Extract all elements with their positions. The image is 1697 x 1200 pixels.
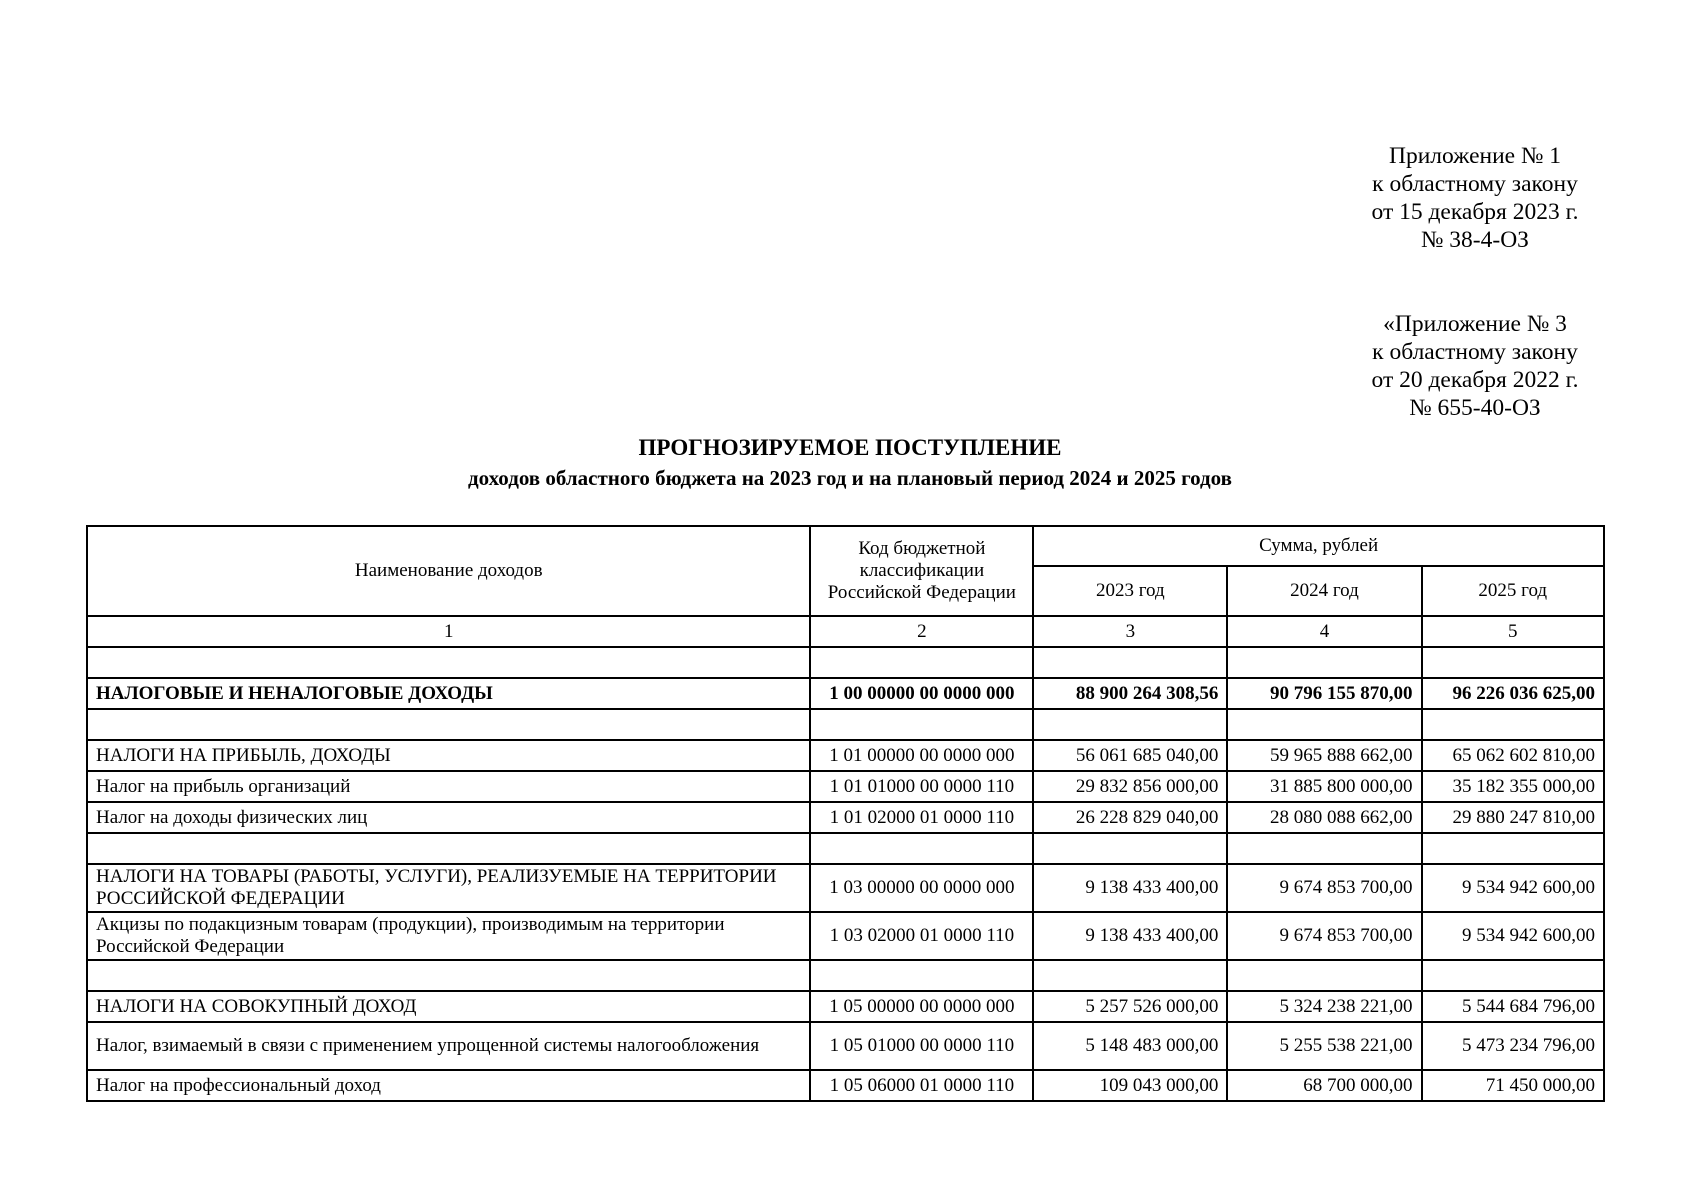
- income-name: Акцизы по подакцизным товарам (продукции), производимым на территории Российской Федерации: [87, 912, 810, 960]
- header-year-2025: 2025 год: [1422, 566, 1605, 616]
- appendix-3-line: от 20 декабря 2022 г.: [1371, 367, 1579, 393]
- amount-2025: 65 062 602 810,00: [1422, 740, 1605, 771]
- appendix-1-line: к областному закону: [1372, 171, 1578, 197]
- appendix-1-line: от 15 декабря 2023 г.: [1371, 199, 1579, 225]
- amount-2023: 9 138 433 400,00: [1033, 864, 1227, 912]
- budget-code: 1 00 00000 00 0000 000: [810, 678, 1033, 709]
- amount-2024: 5 324 238 221,00: [1227, 991, 1421, 1022]
- income-name: НАЛОГИ НА ТОВАРЫ (РАБОТЫ, УСЛУГИ), РЕАЛИЗУЕМЫЕ НА ТЕРРИТОРИИ РОССИЙСКОЙ ФЕДЕРАЦИИ: [87, 864, 810, 912]
- document-subtitle: доходов областного бюджета на 2023 год и на плановый период 2024 и 2025 годов: [468, 466, 1232, 490]
- amount-2023: 109 043 000,00: [1033, 1070, 1227, 1101]
- amount-2024: 59 965 888 662,00: [1227, 740, 1421, 771]
- header-sum: Сумма, рублей: [1033, 526, 1604, 566]
- amount-2025: 5 544 684 796,00: [1422, 991, 1605, 1022]
- header-year-2023: 2023 год: [1033, 566, 1227, 616]
- amount-2024: 28 080 088 662,00: [1227, 802, 1421, 833]
- table-row: [87, 864, 1604, 912]
- spacer-row: [87, 647, 1604, 678]
- column-number: 1: [87, 616, 810, 647]
- income-name: НАЛОГИ НА ПРИБЫЛЬ, ДОХОДЫ: [87, 740, 810, 771]
- table-row: [87, 771, 1604, 802]
- income-name: Налог на доходы физических лиц: [87, 802, 810, 833]
- budget-code: 1 05 00000 00 0000 000: [810, 991, 1033, 1022]
- appendix-3-reference: [1330, 310, 1620, 422]
- appendix-1-line: № 38-4-ОЗ: [1421, 227, 1529, 253]
- amount-2024: 68 700 000,00: [1227, 1070, 1421, 1101]
- table-row: [87, 1070, 1604, 1101]
- amount-2025: 9 534 942 600,00: [1422, 864, 1605, 912]
- table-row: [87, 802, 1604, 833]
- column-number: 3: [1033, 616, 1227, 647]
- table-row: [87, 991, 1604, 1022]
- income-name: Налог, взимаемый в связи с применением упрощенной системы налогообложения: [87, 1022, 810, 1070]
- amount-2023: 29 832 856 000,00: [1033, 771, 1227, 802]
- header-name: Наименование доходов: [87, 526, 810, 616]
- amount-2024: 9 674 853 700,00: [1227, 864, 1421, 912]
- appendix-3-line: к областному закону: [1372, 339, 1578, 365]
- spacer-row: [87, 833, 1604, 864]
- appendix-1-line: Приложение № 1: [1388, 143, 1562, 169]
- budget-code: 1 05 01000 00 0000 110: [810, 1022, 1033, 1070]
- amount-2025: 29 880 247 810,00: [1422, 802, 1605, 833]
- amount-2025: 96 226 036 625,00: [1422, 678, 1605, 709]
- amount-2023: 9 138 433 400,00: [1033, 912, 1227, 960]
- spacer-row: [87, 960, 1604, 991]
- amount-2025: 5 473 234 796,00: [1422, 1022, 1605, 1070]
- amount-2024: 9 674 853 700,00: [1227, 912, 1421, 960]
- amount-2024: 5 255 538 221,00: [1227, 1022, 1421, 1070]
- amount-2025: 71 450 000,00: [1422, 1070, 1605, 1101]
- amount-2025: 35 182 355 000,00: [1422, 771, 1605, 802]
- income-name: Налог на профессиональный доход: [87, 1070, 810, 1101]
- column-number: 4: [1227, 616, 1421, 647]
- document-title-block: [300, 433, 1400, 493]
- document-title: ПРОГНОЗИРУЕМОЕ ПОСТУПЛЕНИЕ: [638, 435, 1062, 460]
- spacer-row: [87, 709, 1604, 740]
- income-forecast-table: [86, 525, 1605, 1102]
- budget-code: 1 05 06000 01 0000 110: [810, 1070, 1033, 1101]
- budget-code: 1 01 01000 00 0000 110: [810, 771, 1033, 802]
- income-name: Налог на прибыль организаций: [87, 771, 810, 802]
- amount-2023: 56 061 685 040,00: [1033, 740, 1227, 771]
- amount-2023: 5 257 526 000,00: [1033, 991, 1227, 1022]
- table-row: [87, 1022, 1604, 1070]
- column-number: 5: [1422, 616, 1605, 647]
- table-row: [87, 912, 1604, 960]
- header-code: Код бюджетной классификации Российской Федерации: [810, 526, 1033, 616]
- amount-2023: 88 900 264 308,56: [1033, 678, 1227, 709]
- amount-2024: 31 885 800 000,00: [1227, 771, 1421, 802]
- appendix-3-line: № 655-40-ОЗ: [1409, 395, 1541, 421]
- appendix-3-line: «Приложение № 3: [1383, 311, 1567, 337]
- amount-2023: 5 148 483 000,00: [1033, 1022, 1227, 1070]
- header-year-2024: 2024 год: [1227, 566, 1421, 616]
- amount-2023: 26 228 829 040,00: [1033, 802, 1227, 833]
- table-row: [87, 740, 1604, 771]
- budget-code: 1 03 02000 01 0000 110: [810, 912, 1033, 960]
- amount-2024: 90 796 155 870,00: [1227, 678, 1421, 709]
- budget-code: 1 03 00000 00 0000 000: [810, 864, 1033, 912]
- column-numbers-row: [87, 616, 1604, 647]
- appendix-1-reference: [1330, 142, 1620, 254]
- column-number: 2: [810, 616, 1033, 647]
- table-row: [87, 678, 1604, 709]
- income-name: НАЛОГИ НА СОВОКУПНЫЙ ДОХОД: [87, 991, 810, 1022]
- budget-code: 1 01 02000 01 0000 110: [810, 802, 1033, 833]
- amount-2025: 9 534 942 600,00: [1422, 912, 1605, 960]
- budget-code: 1 01 00000 00 0000 000: [810, 740, 1033, 771]
- income-name: НАЛОГОВЫЕ И НЕНАЛОГОВЫЕ ДОХОДЫ: [87, 678, 810, 709]
